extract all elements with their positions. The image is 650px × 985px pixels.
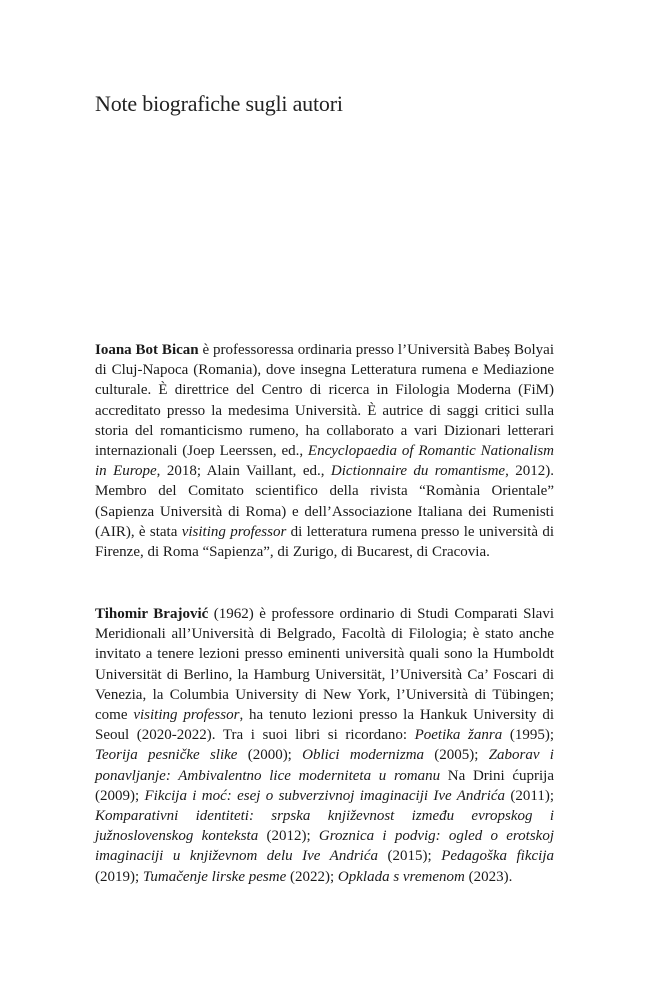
book-title: Tumačenje lirske pesme (142, 868, 287, 885)
author-name: Ioana Bot Bican (95, 342, 199, 358)
bio-text: (1995); (502, 727, 554, 744)
bio-text: di letteratura rumena presso le università di Firenze, di Roma “Sapienza”, di Zurigo, di Bucarest, di Cracovia. (95, 523, 554, 561)
book-title: Dictionnaire du romantisme (330, 463, 506, 480)
bio-text: (2012); (258, 828, 319, 845)
bio-text: (2023). (464, 868, 513, 885)
bio-text: Na Drini ćuprija (2009); (95, 767, 554, 804)
book-title: Zaborav i ponavljanje: Ambivalentno lice moderniteta u romanu (95, 747, 554, 784)
bio-text: (2015); (378, 848, 442, 865)
bio-text: è professoressa ordinaria presso l’Università Babeș Bolyai di Cluj-Napoca (Romania), dove insegna Letteratura rumena e Mediazione culturale. È direttrice del Centro di ricerca in Filologia Moderna (FiM) accreditato presso la medesima Università. È autrice di saggi critici sulla storia del romanticismo rumeno, ha collaborato a vari Dizionari letterari internazionali (Joep Leerssen, ed., (95, 342, 554, 460)
author-name: Tihomir Brajović (95, 606, 209, 622)
book-title: Fikcija i moć: esej o subverzivnoj imaginaciji Ive Andrića (144, 787, 506, 804)
book-title: Encyclopaedia of Romantic Nationalism in Europe (95, 443, 554, 480)
book-title: Opklada s vremenom (337, 868, 465, 885)
bio-text: (1962) è professore ordinario di Studi Comparati Slavi Meridionali all’Università di Belgrado, Facoltà di Filologia; è stato anche invitato a tenere lezioni presso eminenti università quali sono la Humboldt Universität di Berlino, la Hamburg Universität, l’Università Ca’ Foscari di Venezia, la Columbia University di New York, l’Università di Tübingen; come (95, 606, 554, 724)
bio-text: (2005); (424, 747, 489, 764)
book-title: Groznica i podvig: ogled o erotskoj imaginaciji u književnom delu Ive Andrića (95, 828, 554, 865)
page-title: Note biografiche sugli autori (95, 91, 343, 116)
book-title: Oblici modernizma (302, 747, 425, 764)
bio-text: (2000); (237, 747, 303, 764)
bio-text: , 2018; Alain Vaillant, ed., (156, 463, 331, 480)
italic-term: visiting professor (181, 523, 287, 540)
bio-text: , 2012). Membro del Comitato scientifico della rivista “Romània Orientale” (Sapienza Università di Roma) e dell’Associazione Italiana dei Rumenisti (AIR), è stata (95, 463, 554, 540)
book-title: Pedagoška fikcija (441, 848, 554, 865)
bio-text: (2022); (286, 868, 338, 885)
bio-text: (2011); (505, 787, 554, 804)
author-bio-paragraph (95, 340, 554, 562)
book-title: Komparativni identiteti: srpska književnost između evropskog i južnoslovenskog konteksta (95, 808, 554, 845)
author-bio-paragraph (95, 604, 554, 887)
book-title: Teorija pesničke slike (95, 747, 238, 764)
italic-term: visiting professor (133, 707, 240, 724)
bio-text: , ha tenuto lezioni presso la Hankuk University di Seoul (2020-2022). Tra i suoi libri si ricordano: (95, 707, 554, 744)
book-title: Poetika žanra (414, 727, 503, 744)
bio-text: (2019); (95, 868, 143, 885)
